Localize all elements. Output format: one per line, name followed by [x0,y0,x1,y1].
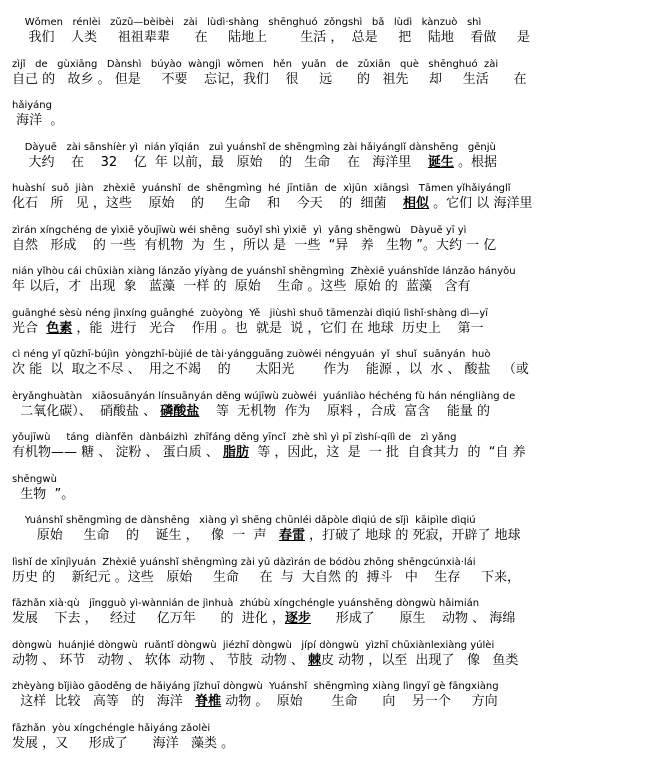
hanzi-text: 发展 ，又 形成了 海洋 藻类 。 [12,736,235,751]
highlighted-word: 脊椎 [195,694,222,709]
pinyin-line: cì néng yǐ qǔzhī-bújìn yòngzhī-bùjié de tài·yángguāng zuòwéi néngyuán yǐ shuǐ suānyán huò [12,349,491,360]
hanzi-text: 二氧化碳）、 硝酸盐 、 [12,404,161,419]
hanzi-text: 海洋 。 [12,113,64,128]
pinyin-line: huàshí suǒ jiàn zhèxiē yuánshǐ de shēngmìng hé jīntiān de xìjūn xiāngsì Tāmen yǐhǎiyánglǐ [12,183,511,194]
hanzi-line [12,30,530,46]
hanzi-line [12,196,532,212]
pinyin-line: yǒujīwù táng diànfěn dànbáizhì zhīfáng děng yīncǐ zhè shì yì pī zìshí-qílì de zì yǎng [12,432,457,443]
hanzi-line [12,445,526,461]
hanzi-text: 化石 所 见 ，这些 原始 的 生命 和 今天 的 细菌 [12,196,404,211]
hanzi-line [12,694,498,710]
hanzi-line [12,528,521,544]
highlighted-word: 春雷 [278,528,305,543]
hanzi-text: 发展 下去 ， 经过 亿万年 的 进化 ， [12,611,285,626]
hanzi-line [12,611,515,627]
hanzi-text: ，打破了 地球 的 死寂，开辟了 地球 [305,528,521,543]
hanzi-line [12,155,497,171]
hanzi-text: 动物 、 环节 动物 、 软体 动物 、 节肢 动物 、 [12,653,308,668]
highlighted-word: 逐步 [284,611,311,626]
pinyin-line: zìjǐ de gùxiāng Dànshì búyào wàngjì wǒmen hěn yuǎn de zǔxiān què shēnghuó zài [12,59,499,70]
pinyin-line: zìrán xíngchéng de yìxiē yǒujīwù wéi shēng suǒyǐ shì yìxiē yì yǎng shēngwù Dàyuē yī yì [12,225,467,236]
pinyin-line: lìshǐ de xīnjìyuán Zhèxiē yuánshǐ shēngmìng zài yǔ dàzìrán de bódòu zhōng shēngcúnxià·lái [12,557,476,568]
highlighted-word: 脂肪 [222,445,249,460]
hanzi-line [12,113,63,129]
pinyin-line: Wǒmen rénlèi zǔzǔ—bèibèi zài lùdì·shàng shēnghuó zǒngshì bǎ lùdì kànzuò shì [12,17,482,28]
pinyin-line: dòngwù huánjié dòngwù ruǎntǐ dòngwù jiézhī dòngwù jípí dòngwù yìzhī chūxiànlexiàng yúlèi [12,640,495,651]
highlighted-word: 磷酸盐 [160,404,200,419]
pinyin-line: guānghé sèsù néng jìnxíng guānghé zuòyòng Yě jiùshì shuō tāmenzài dìqiú lìshǐ·shàng dì—yī [12,308,489,319]
hanzi-text: 这样 比较 高等 的 海洋 [12,694,196,709]
hanzi-text: 历史 的 新纪元 。这些 原始 生命 在 与 大自然 的 搏斗 中 生存 下来， [12,570,521,585]
hanzi-text: 大约 在 32 亿 年 以前，最 原始 的 生命 在 海洋里 [12,155,428,170]
hanzi-text: 原始 生命 的 诞生 ， 像 一 声 [12,528,279,543]
highlighted-word: 色素 [46,321,73,336]
hanzi-line [12,72,526,88]
hanzi-text: 有机物—— 糖 、 淀粉 、 蛋白质 、 [12,445,223,460]
hanzi-text: 。根据 [453,155,497,170]
pinyin-line: fāzhǎn xià·qù jīngguò yì-wànnián de jìnhuà zhúbù xíngchéngle yuánshēng dòngwù hǎimián [12,598,480,609]
hanzi-text: 等 ，因此，这 是 一 批 自食其力 的 “自 养 [248,445,526,460]
hanzi-text: 年 以后，才 出现 象 蓝藻 一样 的 原始 生命 。这些 原始 的 蓝藻 含有 [12,279,471,294]
hanzi-text: 我们 人类 祖祖辈辈 在 陆地上 生活 ， 总是 把 陆地 看做 是 [12,30,531,45]
hanzi-text: ，能 进行 光合 作用 。也 就是 说 ，它们 在 地球 历史上 第一 [72,321,484,336]
hanzi-text: 动物 。 原始 生命 向 另一个 方向 [221,694,498,709]
hanzi-text: 等 无机物 作为 原料 ，合成 富含 能量 的 [199,404,490,419]
hanzi-line [12,362,529,378]
highlighted-word: 棘 [308,653,322,668]
hanzi-line [12,238,496,254]
hanzi-text: 形成了 原生 动物 、 海绵 [310,611,516,626]
hanzi-line [12,321,483,337]
hanzi-line [12,736,234,752]
hanzi-text: 皮 动物 ，以至 出现了 像 鱼类 [321,653,519,668]
pinyin-line: Dàyuē zài sānshíèr yì nián yǐqián zuì yuánshǐ de shēngmìng zài hǎiyánglǐ dànshēng gēnjù [12,142,496,153]
hanzi-text: 生物 ”。 [12,487,75,502]
hanzi-text: 自然 形成 的 一些 有机物 为 生 ，所以 是 一些 “异 养 生物 ”。大约 一 亿 [12,238,497,253]
hanzi-text: 光合 [12,321,47,336]
hanzi-text: 自己 的 故乡 。 但是 不要 忘记，我们 很 远 的 祖先 却 生活 在 [12,72,527,87]
highlighted-word: 相似 [403,196,430,211]
pinyin-line: fāzhǎn yòu xíngchéngle hǎiyáng zǎolèi [12,723,211,734]
pinyin-line: èryǎnghuàtàn xiāosuānyán línsuānyán děng wújīwù zuòwéi yuánliào héchéng fù hán néngliàng de [12,391,516,402]
hanzi-line [12,404,490,420]
hanzi-text: 次 能 以 取之不尽 、 用之不竭 的 太阳光 作为 能源 ，以 水 、 酸盐 （或 [12,362,529,377]
pinyin-line: Yuánshǐ shēngmìng de dànshēng xiàng yì shēng chūnléi dǎpòle dìqiú de sǐjì kāipìle dìqiú [12,515,476,526]
hanzi-text: 。它们 以 海洋里 [429,196,533,211]
hanzi-line [12,487,74,503]
pinyin-line: nián yǐhòu cái chūxiàn xiàng lánzǎo yíyàng de yuánshǐ shēngmìng Zhèxiē yuánshǐde lánzǎo hányǒu [12,266,516,277]
hanzi-line [12,279,470,295]
highlighted-word: 诞生 [427,155,454,170]
pinyin-line: hǎiyáng [12,100,52,111]
pinyin-line: zhèyàng bǐjiào gāoděng de hǎiyáng jǐzhuī dòngwù Yuánshǐ shēngmìng xiàng lìngyī gè fāngxiàng [12,681,499,692]
hanzi-line [12,653,518,669]
hanzi-line [12,570,520,586]
pinyin-line: shēngwù [12,474,57,485]
